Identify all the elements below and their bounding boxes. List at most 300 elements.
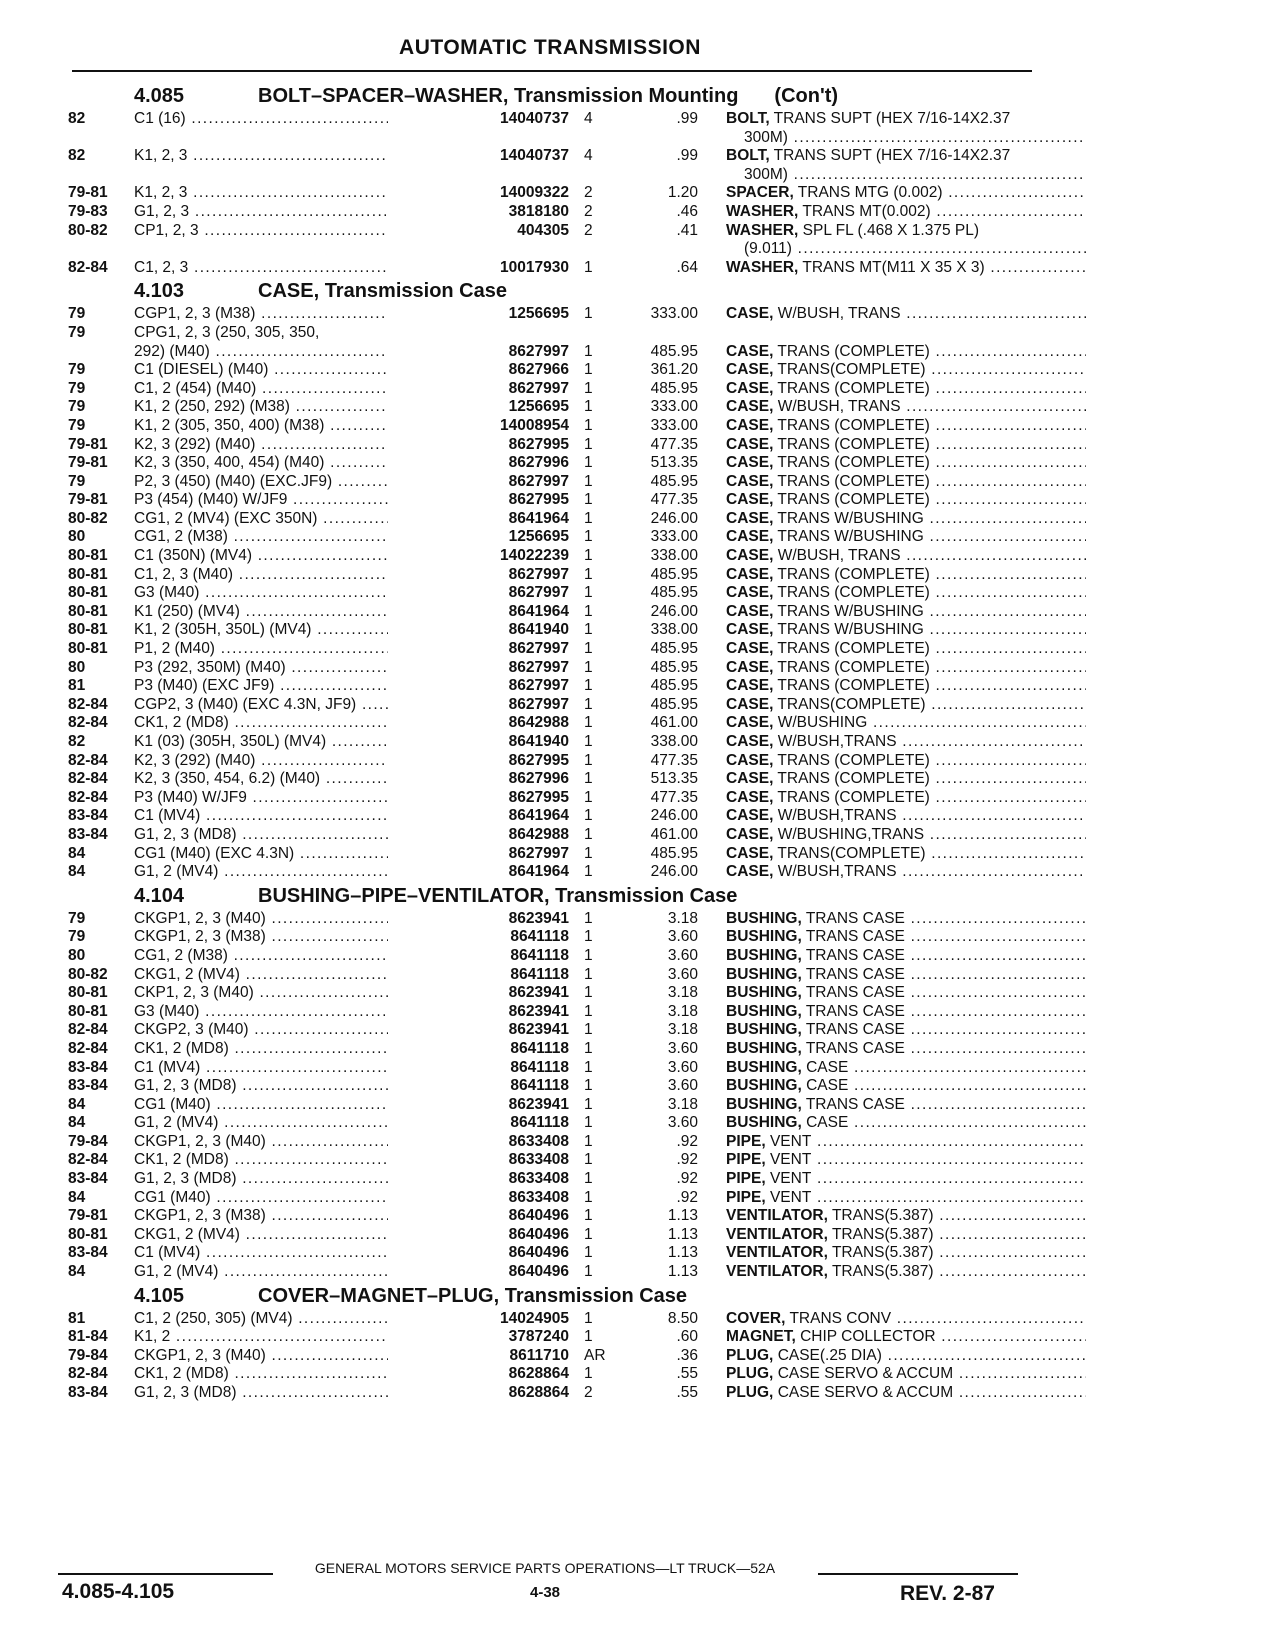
part-description [726, 1384, 1086, 1403]
part-name: CASE, [726, 584, 774, 602]
price: 1.20 [667, 184, 698, 202]
part-name: CASE, [726, 658, 774, 676]
part-name: BUSHING, [726, 909, 802, 927]
description-cell [726, 1151, 1086, 1170]
description-cell [726, 1384, 1086, 1403]
part-description [726, 343, 1086, 362]
price: 477.35 [650, 491, 698, 509]
quantity: 1 [584, 602, 593, 620]
price: 1.13 [667, 1225, 698, 1243]
section-title [258, 1282, 723, 1310]
description-cell [726, 984, 1086, 1003]
part-name: CASE, [726, 491, 774, 509]
part-detail: TRANS (COMPLETE) [777, 788, 930, 806]
part-name: CASE, [726, 621, 774, 639]
part-description-cont: (9.011) ..... [726, 240, 1086, 259]
part-detail: TRANS (COMPLETE) [777, 454, 930, 472]
application: CKGP1, 2, 3 (M38) ..... [134, 1207, 452, 1226]
description-cell [726, 259, 1086, 278]
part-name: CASE, [726, 361, 774, 379]
part-description [726, 1310, 1086, 1329]
part-number: 8641964 [388, 807, 569, 826]
part-detail: TRANS (COMPLETE) [777, 677, 930, 695]
parts-list [58, 82, 1038, 1403]
part-number: 1256695 [388, 305, 569, 324]
quantity: 1 [584, 621, 593, 639]
price: 485.95 [650, 342, 698, 360]
part-number: 8640496 [388, 1226, 569, 1245]
part-description [726, 984, 1086, 1003]
model-years: 80-81 [68, 984, 108, 1002]
price: 3.60 [667, 1114, 698, 1132]
part-detail: W/BUSHING,TRANS [777, 825, 925, 843]
part-number: 8627996 [388, 454, 569, 473]
part-row [58, 984, 1038, 1003]
application: G1, 2 (MV4) ..... [134, 863, 452, 882]
description-cell [726, 1114, 1086, 1133]
part-number: 10017930 [388, 259, 569, 278]
part-description [726, 1170, 1086, 1189]
part-number: 8641118 [388, 1077, 569, 1096]
part-name: PLUG, [726, 1384, 774, 1401]
model-years: 79-81 [68, 454, 108, 472]
part-name: CASE, [726, 807, 774, 825]
quantity: 1 [584, 1188, 593, 1206]
part-row [58, 491, 1038, 510]
part-detail: TRANS(COMPLETE) [777, 361, 926, 379]
part-row [58, 1244, 1038, 1263]
part-detail: TRANS W/BUSHING [777, 602, 924, 620]
quantity: 1 [584, 1244, 593, 1262]
part-name: BUSHING, [726, 1077, 802, 1095]
part-description [726, 1133, 1086, 1152]
description-cell [726, 147, 1086, 184]
description-cell [726, 1189, 1086, 1208]
part-name: WASHER, [726, 221, 799, 239]
quantity: 1 [584, 844, 593, 862]
quantity: 2 [584, 221, 593, 239]
application: K1, 2, 3 ..... [134, 184, 452, 203]
description-cell [726, 547, 1086, 566]
model-years: 80 [68, 658, 86, 676]
part-row [58, 1226, 1038, 1245]
part-detail: W/BUSH, TRANS [777, 547, 901, 565]
description-cell [726, 324, 1086, 343]
model-years: 80 [68, 946, 86, 964]
model-years: 79 [68, 909, 86, 927]
quantity: 1 [584, 398, 593, 416]
quantity: 1 [584, 584, 593, 602]
part-row [58, 714, 1038, 733]
part-row [58, 222, 1038, 259]
part-number: 8627997 [388, 659, 569, 678]
description-cell [726, 1077, 1086, 1096]
section-number: 4.103 [134, 280, 185, 303]
price: 333.00 [650, 528, 698, 546]
model-years: 84 [68, 1095, 86, 1113]
part-description [726, 845, 1086, 864]
price: 3.18 [667, 1002, 698, 1020]
part-row [58, 184, 1038, 203]
part-detail: CASE [806, 1077, 849, 1095]
model-years: 82-84 [68, 258, 108, 276]
model-years: 80-81 [68, 584, 108, 602]
price: 361.20 [650, 361, 698, 379]
model-years: 80-82 [68, 965, 108, 983]
quantity: 1 [584, 984, 593, 1002]
quantity: 1 [584, 379, 593, 397]
model-years: 82 [68, 110, 86, 127]
quantity: 1 [584, 361, 593, 379]
description-cell [726, 1310, 1086, 1329]
quantity: 1 [584, 1114, 593, 1132]
description-cell [726, 528, 1086, 547]
description-cell [726, 222, 1086, 259]
part-name: VENTILATOR, [726, 1263, 828, 1281]
price: 246.00 [650, 509, 698, 527]
quantity: 1 [584, 509, 593, 527]
quantity: 1 [584, 258, 593, 276]
model-years: 83-84 [68, 1384, 108, 1401]
part-description [726, 696, 1086, 715]
model-years: 79 [68, 323, 86, 341]
section-title-sub: Transmission Case [555, 884, 738, 907]
part-name: CASE, [726, 640, 774, 658]
quantity: 4 [584, 147, 593, 165]
description-cell [726, 380, 1086, 399]
model-years: 79-83 [68, 202, 108, 220]
description-cell [726, 184, 1086, 203]
section-number: 4.104 [134, 884, 185, 907]
quantity: 1 [584, 807, 593, 825]
model-years: 83-84 [68, 1244, 108, 1262]
part-description [726, 417, 1086, 436]
part-detail: TRANS(5.387) [831, 1225, 934, 1243]
section-title-main: CASE, [258, 280, 320, 303]
description-cell [726, 110, 1086, 147]
part-description [726, 454, 1086, 473]
part-row [58, 1096, 1038, 1115]
model-years: 84 [68, 844, 86, 862]
model-years: 79-81 [68, 491, 108, 509]
part-number: 8627995 [388, 491, 569, 510]
part-detail: W/BUSH, TRANS [777, 398, 901, 416]
quantity: 1 [584, 1021, 593, 1039]
model-years: 79 [68, 472, 86, 490]
model-years: 82 [68, 147, 86, 165]
price: 3.60 [667, 1039, 698, 1057]
description-cell [726, 947, 1086, 966]
part-detail: TRANS(5.387) [831, 1244, 934, 1262]
application: CK1, 2 (MD8) ..... [134, 1151, 452, 1170]
part-description [726, 203, 1086, 222]
description-cell [726, 1133, 1086, 1152]
part-row [58, 1114, 1038, 1133]
quantity: 1 [584, 1309, 593, 1327]
model-years: 82-84 [68, 1151, 108, 1169]
application: C1, 2 (250, 305) (MV4) ..... [134, 1310, 452, 1329]
application: C1, 2, 3 (M40) ..... [134, 566, 452, 585]
part-number: 14009322 [388, 184, 569, 203]
part-number: 8623941 [388, 1096, 569, 1115]
part-description [726, 1021, 1086, 1040]
price: 485.95 [650, 584, 698, 602]
price: 477.35 [650, 788, 698, 806]
model-years: 84 [68, 1188, 86, 1206]
description-cell [726, 566, 1086, 585]
price: 338.00 [650, 733, 698, 750]
part-name: CASE, [726, 825, 774, 843]
part-name: VENTILATOR, [726, 1225, 828, 1243]
part-detail: TRANS CASE [805, 1002, 905, 1020]
section-title-sub: Transmission Case [324, 280, 507, 303]
part-description [726, 863, 1086, 882]
part-description [726, 184, 1086, 203]
quantity: 1 [584, 1207, 593, 1225]
application: K1, 2 (250, 292) (M38) ..... [134, 398, 452, 417]
part-number: 8627997 [388, 696, 569, 715]
price: .92 [676, 1151, 698, 1169]
part-description [726, 528, 1086, 547]
application: K1 (03) (305H, 350L) (MV4) ..... [134, 733, 452, 752]
model-years: 80-81 [68, 640, 108, 658]
model-years: 82-84 [68, 788, 108, 806]
header-rule [72, 70, 1032, 72]
part-description [726, 584, 1086, 603]
part-number: 8641940 [388, 733, 569, 752]
price: .92 [676, 1132, 698, 1150]
model-years: 79-81 [68, 184, 108, 202]
part-detail: TRANS MT(M11 X 35 X 3) [802, 258, 985, 276]
quantity: 1 [584, 770, 593, 788]
model-years: 80-81 [68, 602, 108, 620]
part-number: 8627995 [388, 752, 569, 771]
application: K2, 3 (292) (M40) ..... [134, 436, 452, 455]
part-row [58, 436, 1038, 455]
part-name: CASE, [726, 788, 774, 806]
part-detail: TRANS CASE [805, 1021, 905, 1039]
part-detail: TRANS SUPT (HEX 7/16-14X2.37 [773, 147, 1011, 165]
description-cell [726, 752, 1086, 771]
part-name: BUSHING, [726, 946, 802, 964]
part-detail: CASE [806, 1058, 849, 1076]
part-description [726, 1207, 1086, 1226]
model-years: 81 [68, 677, 86, 695]
description-cell [726, 1040, 1086, 1059]
part-number: 8627997 [388, 566, 569, 585]
part-number: 8623941 [388, 1021, 569, 1040]
part-row [58, 1384, 1038, 1403]
part-number: 8628864 [388, 1384, 569, 1403]
application: G1, 2, 3 (MD8) ..... [134, 826, 452, 845]
section-number: 4.085 [134, 85, 185, 107]
price: 461.00 [650, 714, 698, 732]
application: K1, 2 ..... [134, 1328, 452, 1347]
price: 1.13 [667, 1244, 698, 1262]
part-row [58, 398, 1038, 417]
part-detail: SPL FL (.468 X 1.375 PL) [802, 221, 979, 239]
part-detail: CASE(.25 DIA) [777, 1346, 882, 1364]
model-years: 79 [68, 379, 86, 397]
part-name: CASE, [726, 528, 774, 546]
price: 246.00 [650, 863, 698, 881]
part-row [58, 1021, 1038, 1040]
part-row [58, 259, 1038, 278]
price: 3.60 [667, 928, 698, 946]
part-number: 8623941 [388, 1003, 569, 1022]
quantity: 1 [584, 965, 593, 983]
part-description [726, 510, 1086, 529]
part-number: 1256695 [388, 528, 569, 547]
part-name: CASE, [726, 565, 774, 583]
part-detail: TRANS (COMPLETE) [777, 584, 930, 602]
quantity: 1 [584, 1058, 593, 1076]
description-cell [726, 696, 1086, 715]
part-row [58, 343, 1038, 362]
quantity: 1 [584, 435, 593, 453]
price: 1.13 [667, 1263, 698, 1281]
quantity: 1 [584, 658, 593, 676]
part-name: CASE, [726, 751, 774, 769]
part-number: 8641118 [388, 1059, 569, 1078]
part-description [726, 566, 1086, 585]
quantity: 1 [584, 1132, 593, 1150]
application: CKGP1, 2, 3 (M40) ..... [134, 1347, 452, 1366]
part-row [58, 147, 1038, 184]
part-detail: TRANS(5.387) [831, 1207, 934, 1225]
part-detail: CHIP COLLECTOR [800, 1328, 936, 1346]
model-years: 80-82 [68, 509, 108, 527]
part-row [58, 863, 1038, 882]
description-cell [726, 491, 1086, 510]
part-description [726, 1365, 1086, 1384]
part-row [58, 910, 1038, 929]
model-years: 81 [68, 1309, 86, 1327]
part-description [726, 640, 1086, 659]
section-header [58, 82, 1038, 110]
part-detail: VENT [769, 1188, 812, 1206]
part-description [726, 259, 1086, 278]
part-number: 8641964 [388, 863, 569, 882]
part-name: CASE, [726, 733, 774, 750]
section-title [258, 277, 543, 305]
part-row [58, 417, 1038, 436]
part-detail: W/BUSH, TRANS [777, 305, 901, 323]
section-title-main: BOLT–SPACER–WASHER, [258, 85, 509, 107]
part-row [58, 1040, 1038, 1059]
description-cell [726, 677, 1086, 696]
quantity: 1 [584, 1225, 593, 1243]
part-name: CASE, [726, 547, 774, 565]
part-detail: TRANS (COMPLETE) [777, 491, 930, 509]
part-row [58, 1077, 1038, 1096]
part-name: CASE, [726, 714, 774, 732]
part-row [58, 1170, 1038, 1189]
part-detail: TRANS (COMPLETE) [777, 565, 930, 583]
part-detail: TRANS CONV [789, 1309, 892, 1327]
description-cell [726, 510, 1086, 529]
part-number: 8627966 [388, 361, 569, 380]
price: 477.35 [650, 435, 698, 453]
price: 3.18 [667, 909, 698, 927]
model-years: 82-84 [68, 770, 108, 788]
section-header [58, 882, 1038, 910]
quantity: 1 [584, 1077, 593, 1095]
part-description [726, 1263, 1086, 1282]
part-name: CASE, [726, 695, 774, 713]
description-cell [726, 1263, 1086, 1282]
quantity: 1 [584, 909, 593, 927]
description-cell [726, 1170, 1086, 1189]
part-row [58, 380, 1038, 399]
part-row [58, 1207, 1038, 1226]
part-number: 1256695 [388, 398, 569, 417]
part-row [58, 566, 1038, 585]
quantity: 1 [584, 863, 593, 881]
page-number: 4-38 [529, 1584, 561, 1601]
description-cell [726, 928, 1086, 947]
part-row [58, 966, 1038, 985]
part-row [58, 203, 1038, 222]
part-description [726, 714, 1086, 733]
part-detail: TRANS (COMPLETE) [777, 658, 930, 676]
application: CKGP1, 2, 3 (M40) ..... [134, 1133, 452, 1152]
model-years: 82-84 [68, 751, 108, 769]
application: P1, 2 (M40) ..... [134, 640, 452, 659]
part-name: CASE, [726, 305, 774, 323]
part-name: CASE, [726, 379, 774, 397]
quantity: 2 [584, 1384, 593, 1401]
quantity: 1 [584, 1365, 593, 1383]
part-description [726, 1096, 1086, 1115]
part-row [58, 677, 1038, 696]
section-title-sub: Transmission Mounting [513, 85, 739, 107]
model-years: 80-81 [68, 565, 108, 583]
part-row [58, 1059, 1038, 1078]
price: 338.00 [650, 621, 698, 639]
price: 3.18 [667, 1021, 698, 1039]
application: G1, 2 (MV4) ..... [134, 1114, 452, 1133]
part-number: 8627997 [388, 343, 569, 362]
part-detail: TRANS MTG (0.002) [797, 184, 943, 202]
quantity: 1 [584, 695, 593, 713]
part-description-cont: 300M) ..... [726, 129, 1086, 148]
part-name: BUSHING, [726, 1039, 802, 1057]
part-number: 8628864 [388, 1365, 569, 1384]
part-number: 8641964 [388, 510, 569, 529]
model-years: 84 [68, 1263, 86, 1281]
model-years: 82-84 [68, 695, 108, 713]
part-row [58, 361, 1038, 380]
part-name: CASE, [726, 602, 774, 620]
part-number: 14024905 [388, 1310, 569, 1329]
part-row [58, 454, 1038, 473]
application: C1 (MV4) ..... [134, 1244, 452, 1263]
part-description [726, 807, 1086, 826]
model-years: 83-84 [68, 807, 108, 825]
part-detail: TRANS (COMPLETE) [777, 770, 930, 788]
application: CK1, 2 (MD8) ..... [134, 714, 452, 733]
part-number: 8627997 [388, 380, 569, 399]
part-name: WASHER, [726, 258, 799, 276]
part-row [58, 1003, 1038, 1022]
part-detail: TRANS(5.387) [831, 1263, 934, 1281]
quantity: 1 [584, 454, 593, 472]
model-years: 80-82 [68, 221, 108, 239]
part-description [726, 621, 1086, 640]
part-description [726, 910, 1086, 929]
part-detail: W/BUSHING [777, 714, 868, 732]
